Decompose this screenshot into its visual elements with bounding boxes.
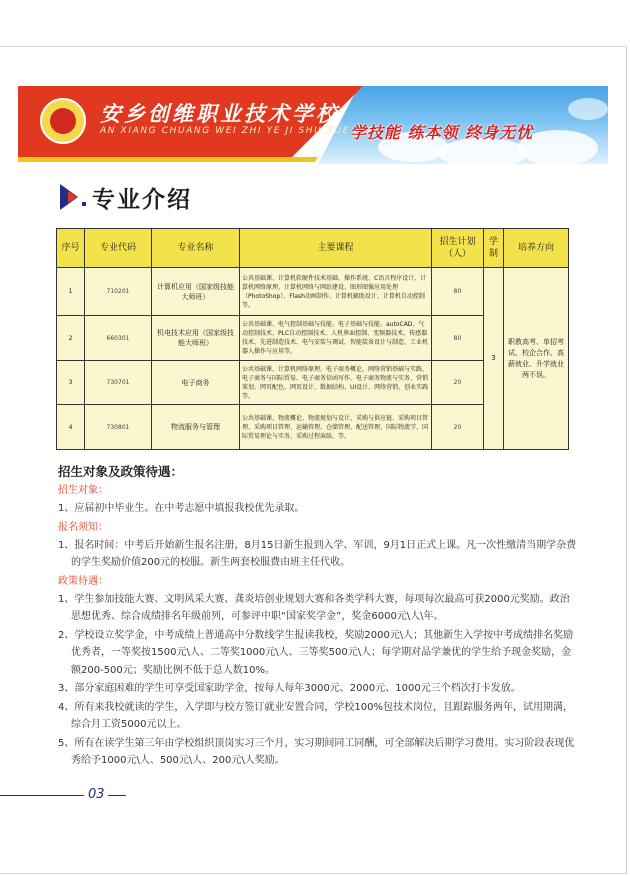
benefit-item: 4、所有来我校就读的学生，入学即与校方签订就业安置合同，学校100%包技术岗位，且跟踪服务两年，试用期满，综合月工资5000元以上。 xyxy=(58,701,573,730)
target-label: 招生对象： xyxy=(58,485,108,496)
years-cell: 3 xyxy=(484,268,504,450)
header-name: 专业名称 xyxy=(152,229,240,268)
notice-item: 1、报名时间：中考后开始新生报名注册，8月15日新生报到入学、军训，9月1日正式上课。凡一次性缴清当期学杂费的学生奖励价值200元的校服。新生两套校服费由班主任代收。 xyxy=(58,539,577,568)
school-name-cn: 安乡创维职业技术学校 xyxy=(100,101,340,126)
row-code: 730801 xyxy=(85,405,152,450)
row-code: 730701 xyxy=(85,361,152,405)
header-years: 学制 xyxy=(484,229,504,268)
benefit-item: 2、学校设立奖学金，中考成绩上普通高中分数线学生报读我校，奖励2000元\人；其他新生入学按中考成绩排名奖励优秀者，一等奖按1500元\人、二等奖1000元\人、三等奖500元\人；每学期对品学兼优的学生给予现金奖励，金额200-500元；奖励比例不低于总人数10%。 xyxy=(58,629,574,676)
table-row xyxy=(57,268,569,316)
slogan: 学技能 练本领 终身无忧 xyxy=(350,123,534,142)
row-name: 机电技术应用（国家级技能大师班） xyxy=(152,316,240,361)
row-name: 计算机应用（国家级技能大师班） xyxy=(152,268,240,316)
school-name-en: AN XIANG CHUANG WEI ZHI YE JI SHU XUE XIAO xyxy=(100,126,383,136)
policy-section xyxy=(58,463,578,771)
footer-line-left xyxy=(0,795,84,796)
row-name: 电子商务 xyxy=(152,361,240,405)
row-plan: 80 xyxy=(432,316,484,361)
row-courses: 公共基础课、计算机软硬件技术基础、操作系统、C语言程序设计、计算机网络原理、计算机网络与网站建设、图形图像应用处理（PhotoShop）、Flash动画制作、计算机辅助设计、计算机自动控制等。 xyxy=(240,268,432,316)
top-margin xyxy=(0,0,630,52)
header-courses: 主要课程 xyxy=(240,229,432,268)
benefit-item: 3、部分家庭困难的学生可享受国家助学金，按每人每年3000元、2000元、1000元三个档次打卡发放。 xyxy=(58,683,521,694)
row-no: 1 xyxy=(57,268,85,316)
row-code: 710201 xyxy=(85,268,152,316)
table-header-row xyxy=(57,229,569,268)
row-name: 物流服务与管理 xyxy=(152,405,240,450)
yellow-stripe xyxy=(18,157,318,162)
row-courses: 公共基础课、电气控制基础与技能、电子基础与技能、autoCAD、气动控制技术、PLC自动控制技术、人机界面控制、变频器技术、传感器技术、先进制造技术、电气安装与调试、智能装备设计与制造、工业机器人操作与应用等。 xyxy=(240,316,432,361)
arrow-accent-icon xyxy=(68,191,77,203)
target-item: 1、应届初中毕业生。在中考志愿中填报我校优先录取。 xyxy=(58,503,305,514)
section-title: 专业介绍 xyxy=(92,186,192,213)
benefit-item: 5、所有在读学生第三年由学校组织顶岗实习三个月，实习期间同工同酬，可全部解决后期学习费用。实习阶段表现优秀给予1000元\人、500元\人、200元\人奖励。 xyxy=(58,737,575,766)
row-code: 660301 xyxy=(85,316,152,361)
row-courses: 公共基础课、物流概论、物流规划与设计、采购与供应链、采购项目管理、采购项目管理、运输管理、仓储管理、配送管理、国际物流学、国际贸易理论与实务、采购过程演练、等。 xyxy=(240,405,432,450)
header-plan: 招生计划（人） xyxy=(432,229,484,268)
header-direction: 培养方向 xyxy=(504,229,569,268)
row-plan: 20 xyxy=(432,361,484,405)
direction-cell: 职教高考、单招考试、校企合作、高薪就业、升学就业两不误。 xyxy=(504,268,569,450)
row-plan: 20 xyxy=(432,405,484,450)
footer-line-right xyxy=(108,795,126,796)
header-no: 序号 xyxy=(57,229,85,268)
row-no: 2 xyxy=(57,316,85,361)
policy-title: 招生对象及政策待遇： xyxy=(58,464,184,479)
benefit-label: 政策待遇： xyxy=(58,575,108,587)
row-no: 4 xyxy=(57,405,85,450)
row-courses: 公共基础课、计算机网络原理、电子商务概论、网络营销基础与实践、电子商务与国际贸易、电子商务信函写作、电子商务物流与实务、营销策划、网页配色、网页设计、数据结构、UI设计、网络营销、创业实践等。 xyxy=(240,361,432,405)
row-plan: 80 xyxy=(432,268,484,316)
header-code: 专业代码 xyxy=(85,229,152,268)
page-number: 03 xyxy=(88,787,105,802)
majors-table xyxy=(56,228,569,450)
school-logo-icon xyxy=(40,98,86,144)
benefit-item: 1、学生参加技能大赛、文明风采大赛、龚炎培创业规划大赛和各类学科大赛，每项每次最高可获2000元奖励。政治思想优秀、综合成绩排名年级前列，可参评中职“国家奖学金”，奖金6000元\人\年。 xyxy=(58,593,570,622)
header-banner xyxy=(18,86,608,168)
row-no: 3 xyxy=(57,361,85,405)
notice-label: 报名须知： xyxy=(58,521,108,533)
